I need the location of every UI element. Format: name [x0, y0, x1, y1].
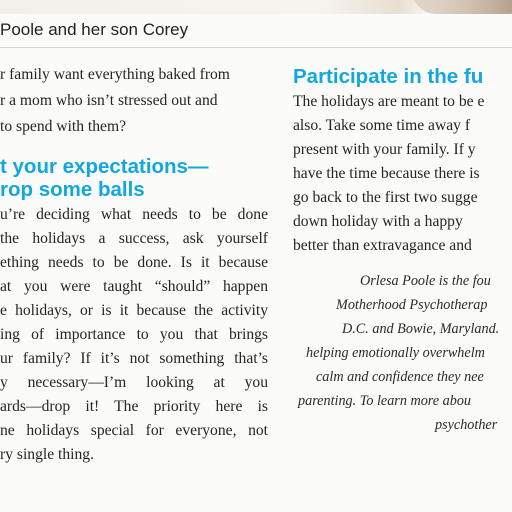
paragraph-line: the holidays a success, ask yourself	[0, 230, 268, 247]
paragraph-line: ne holidays special for everyone, not	[0, 422, 268, 439]
section-headline: Participate in the fu	[293, 65, 484, 88]
section-headline-line: t your expectations—	[0, 155, 209, 178]
paragraph-line: present with your family. If y	[293, 141, 476, 158]
paragraph-line: y necessary—I’m looking at you	[0, 374, 268, 391]
intro-line: to spend with them?	[0, 118, 127, 135]
author-bio-line: Motherhood Psychotherap	[336, 297, 488, 313]
author-bio-line: Orlesa Poole is the fou	[360, 273, 491, 289]
paragraph-line: u’re deciding what needs to be done	[0, 206, 268, 223]
author-bio-line: parenting. To learn more abou	[298, 393, 472, 409]
paragraph-line: The holidays are meant to be e	[293, 93, 485, 110]
paragraph-line: down holiday with a happy	[293, 213, 463, 230]
paragraph-line: ry single thing.	[0, 446, 94, 463]
paragraph-line: at you were taught “should” happen	[0, 278, 268, 295]
photo-caption: Poole and her son Corey	[0, 20, 189, 39]
paragraph-line: ing of importance to you that brings	[0, 326, 268, 343]
author-bio-line: helping emotionally overwhelm	[306, 345, 485, 361]
paragraph-line: e holidays, or is it because the activity	[0, 302, 268, 319]
intro-line: r a mom who isn’t stressed out and	[0, 92, 218, 109]
author-bio-line: D.C. and Bowie, Maryland.	[342, 321, 500, 337]
cropped-page-edge	[504, 48, 512, 512]
paragraph-line: ards—drop it! The priority here is	[0, 398, 268, 415]
paragraph-line: better than extravagance and	[293, 237, 472, 254]
paragraph-line: ur family? If it’s not something that’s	[0, 350, 268, 367]
author-bio-line: psychother	[435, 417, 498, 433]
paragraph-line: ething needs to be done. Is it because	[0, 254, 268, 271]
author-bio-line: calm and confidence they nee	[316, 369, 484, 385]
right-article-column	[293, 0, 512, 512]
section-headline-line: rop some balls	[0, 178, 145, 201]
paragraph-line: have the time because there is	[293, 165, 480, 182]
intro-line: r family want everything baked from	[0, 66, 230, 83]
paragraph-line: also. Take some time away f	[293, 117, 471, 134]
paragraph-line: go back to the first two sugge	[293, 189, 478, 206]
